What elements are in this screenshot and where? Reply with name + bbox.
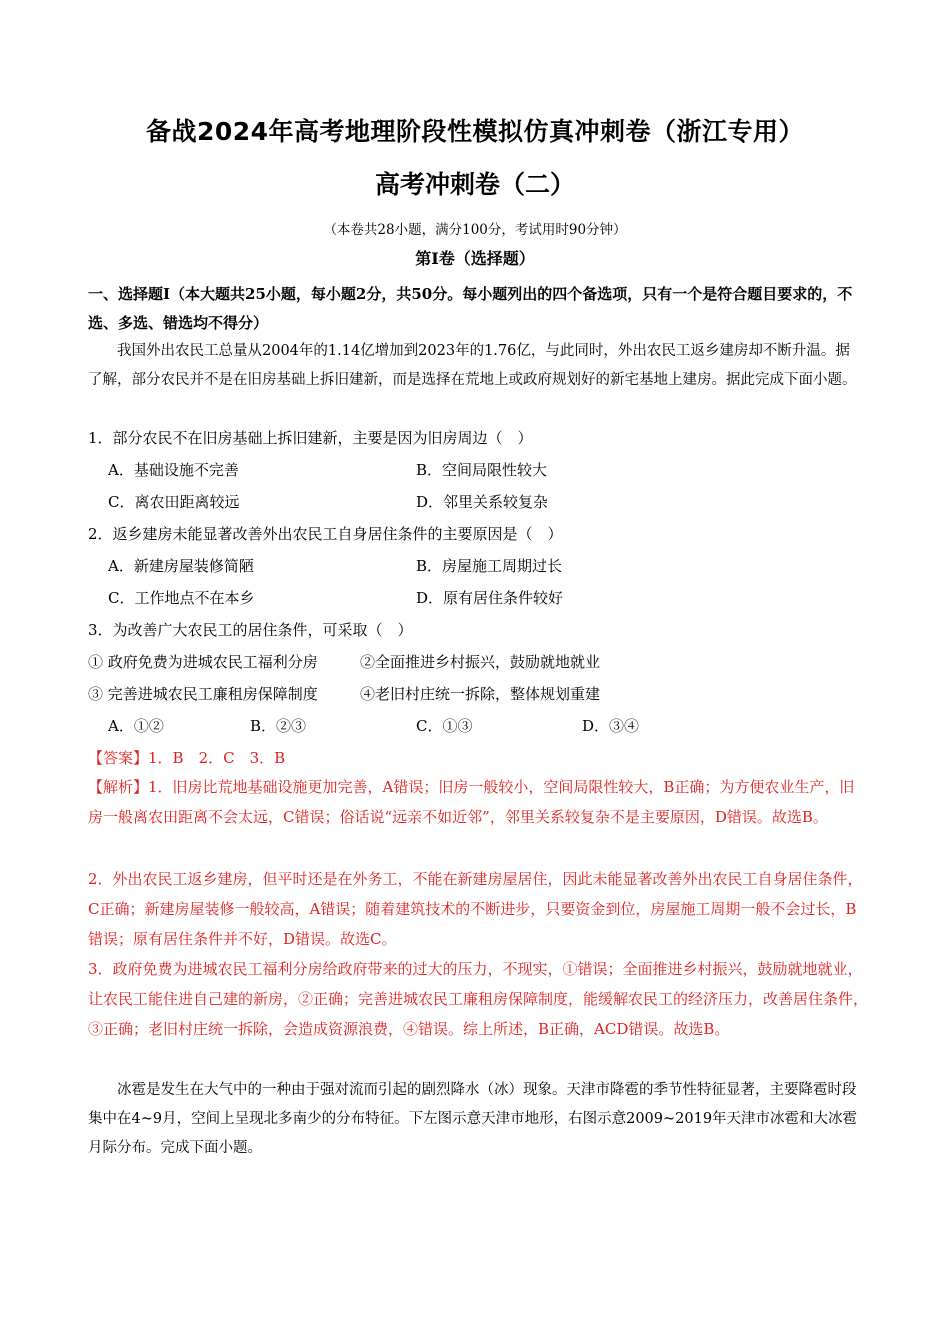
question-3-option-b[interactable]: B．②③ <box>250 717 307 735</box>
question-3-stem: 3．为改善广大农民工的居住条件，可采取（ ） <box>88 621 413 639</box>
passage-1: 我国外出农民工总量从2004年的1.14亿增加到2023年的1.76亿，与此同时，外出农民工返乡建房却不断升温。据了解，部分农民并不是在旧房基础上拆旧建新，而是选择在荒地上或政府规划好的新宅基地上建房。据此完成下面小题。 <box>88 343 857 388</box>
question-3-option-c[interactable]: C．①③ <box>416 717 473 735</box>
question-3-statement-3: ③ 完善进城农民工廉租房保障制度 <box>88 685 318 703</box>
question-3-statement-4: ④老旧村庄统一拆除，整体规划重建 <box>360 685 601 703</box>
exam-info: （本卷共28小题，满分100分，考试用时90分钟） <box>323 222 627 238</box>
exam-subtitle: 高考冲刺卷（二） <box>374 170 575 199</box>
analysis-2: 2．外出农民工返乡建房，但平时还是在外务工，不能在新建房屋居住，因此未能显著改善外出农民工自身居住条件，C正确；新建房屋装修一般较高，A错误；随着建筑技术的不断进步，只要资金到位，房屋施工周期一般不会过长，B错误；原有居住条件并不好，D错误。故选C。 <box>88 870 863 948</box>
question-1-option-b[interactable]: B．空间局限性较大 <box>416 461 548 479</box>
question-1-option-c[interactable]: C．离农田距离较远 <box>108 493 240 511</box>
question-3-statement-1: ① 政府免费为进城农民工福利分房 <box>88 653 318 671</box>
question-1-option-a[interactable]: A．基础设施不完善 <box>108 461 239 479</box>
answer-line: 【答案】1．B 2．C 3．B <box>88 749 286 767</box>
section-heading: 一、选择题I（本大题共25小题，每小题2分，共50分。每小题列出的四个备选项，只有一个是符合题目要求的，不选、多选、错选均不得分） <box>88 285 853 332</box>
part-label: 第I卷（选择题） <box>415 249 535 268</box>
question-1-option-d[interactable]: D．邻里关系较复杂 <box>416 493 549 511</box>
passage-2: 冰雹是发生在大气中的一种由于强对流而引起的剧烈降水（冰）现象。天津市降雹的季节性特征显著，主要降雹时段集中在4~9月，空间上呈现北多南少的分布特征。下左图示意天津市地形，右图示意2009~2019年天津市冰雹和大冰雹月际分布。完成下面小题。 <box>88 1082 858 1156</box>
question-2-stem: 2．返乡建房未能显著改善外出农民工自身居住条件的主要原因是（ ） <box>88 525 563 543</box>
question-3-option-d[interactable]: D．③④ <box>582 717 640 735</box>
analysis-1: 【解析】1．旧房比荒地基础设施更加完善，A错误；旧房一般较小，空间局限性较大，B正确；为方便农业生产，旧房一般离农田距离不会太远，C错误；俗话说“远亲不如近邻”，邻里关系较复杂不是主要原因，D错误。故选B。 <box>88 778 855 826</box>
exam-title: 备战2024年高考地理阶段性模拟仿真冲刺卷（浙江专用） <box>145 117 805 146</box>
question-2-option-d[interactable]: D．原有居住条件较好 <box>416 589 564 607</box>
question-3-option-a[interactable]: A．①② <box>108 717 164 735</box>
question-1-stem: 1．部分农民不在旧房基础上拆旧建新，主要是因为旧房周边（ ） <box>88 429 533 447</box>
question-2-option-a[interactable]: A．新建房屋装修简陋 <box>108 557 254 575</box>
analysis-3: 3．政府免费为进城农民工福利分房给政府带来的过大的压力，不现实，①错误；全面推进乡村振兴，鼓励就地就业，让农民工能住进自己建的新房，②正确；完善进城农民工廉租房保障制度，能缓解农民工的经济压力，改善居住条件，③正确；老旧村庄统一拆除，会造成资源浪费，④错误。综上所述，B正确，ACD错误。故选B。 <box>88 960 869 1038</box>
question-2-option-b[interactable]: B．房屋施工周期过长 <box>416 557 563 575</box>
question-2-option-c[interactable]: C．工作地点不在本乡 <box>108 589 255 607</box>
question-3-statement-2: ②全面推进乡村振兴，鼓励就地就业 <box>360 653 601 671</box>
